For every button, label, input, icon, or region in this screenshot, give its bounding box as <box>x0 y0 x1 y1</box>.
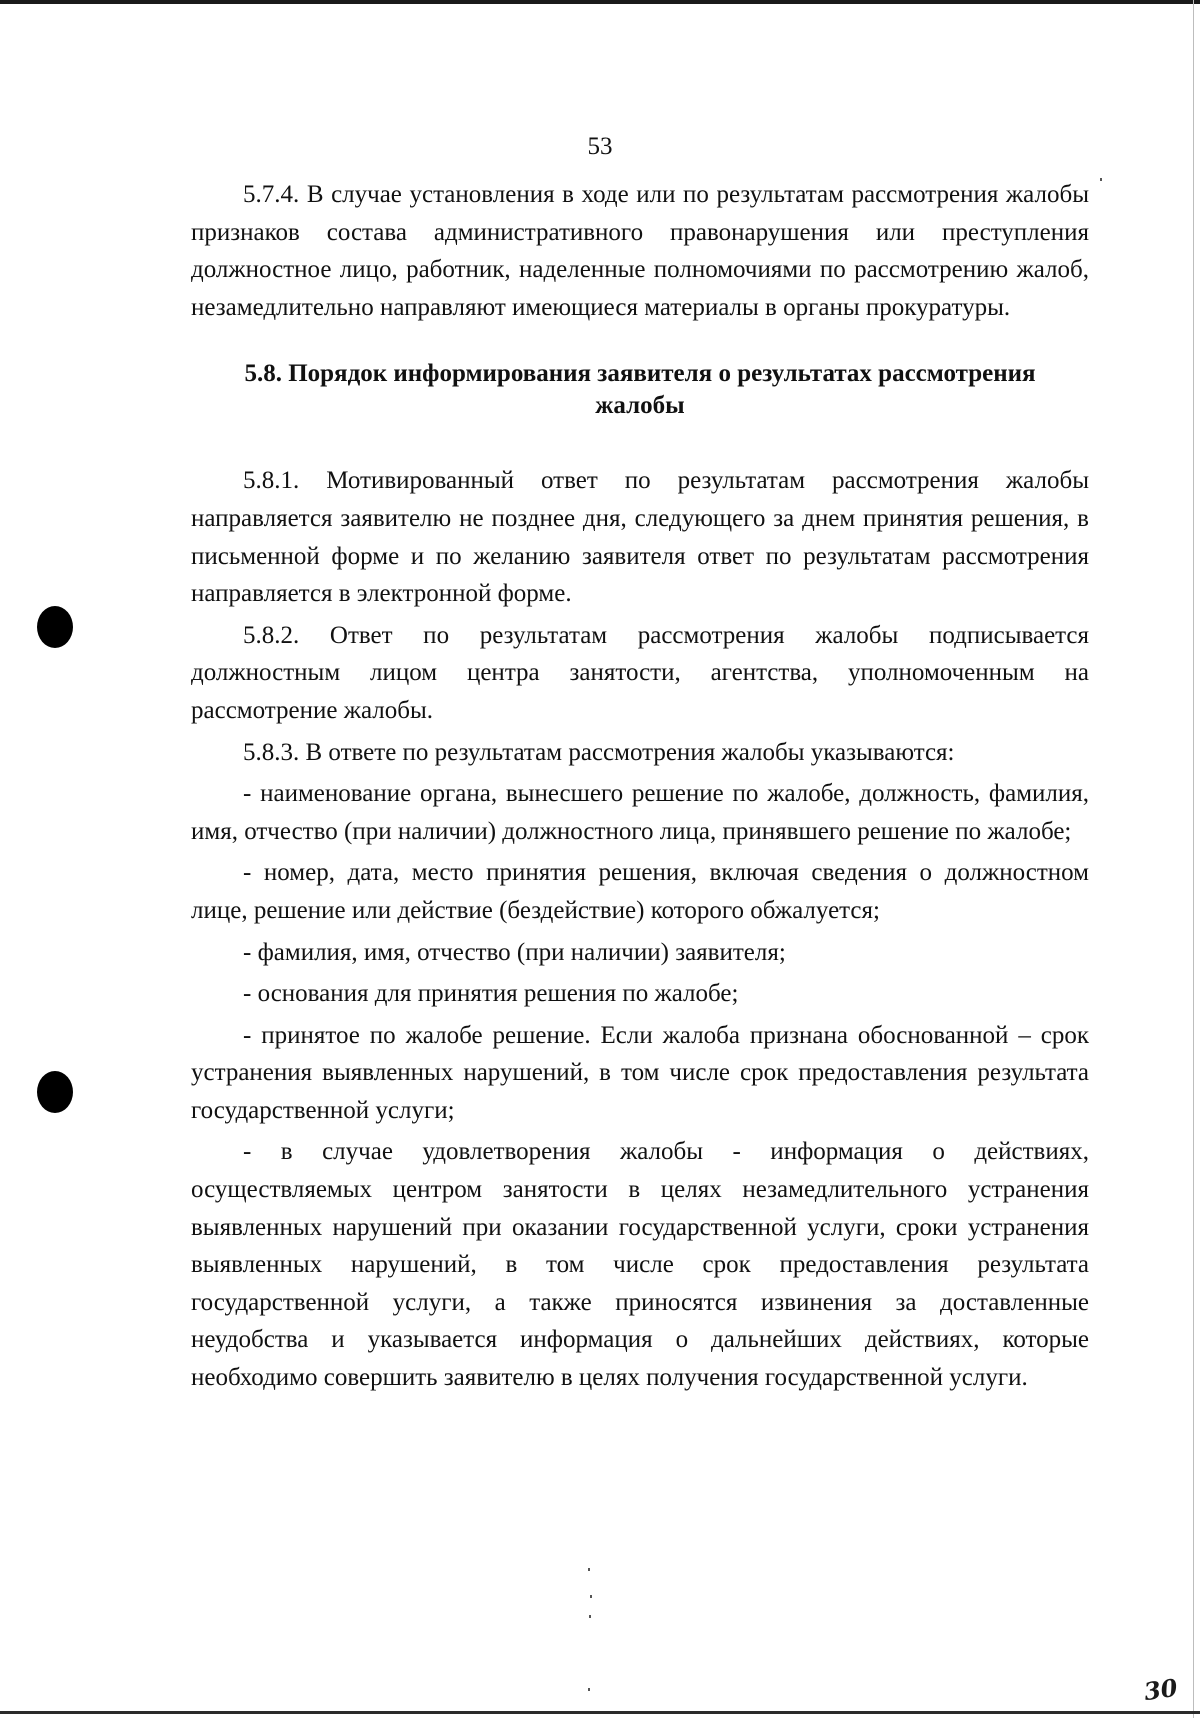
list-item-authority: - наименование органа, вынесшего решение по жалобе, должность, фамилия, имя, отчество (при наличии) должностного лица, принявшего решение по жалобе; <box>191 780 1089 845</box>
punch-hole-upper <box>37 606 73 648</box>
paragraph-5-8-2: 5.8.2. Ответ по результатам рассмотрения жалобы подписывается должностным лицом центра занятости, агентства, уполномоченным на рассмотрение жалобы. <box>191 621 1089 724</box>
scan-speck <box>590 1595 592 1598</box>
handwritten-sheet-number: 30 <box>1142 1672 1180 1707</box>
section-heading-line2: жалобы <box>595 392 685 420</box>
list-item-applicant-name: - фамилия, имя, отчество (при наличии) заявителя; <box>243 938 786 966</box>
scan-speck <box>1100 178 1102 181</box>
scan-top-edge <box>0 0 1200 4</box>
scan-bottom-edge <box>0 1711 1200 1714</box>
paragraph-5-8-1: 5.8.1. Мотивированный ответ по результатам рассмотрения жалобы направляется заявителю не позднее дня, следующего за днем принятия решения, в письменной форме и по желанию заявителя ответ по результатам рассмотрения направляется в электронной форме. <box>191 467 1089 608</box>
scan-speck <box>589 1615 591 1618</box>
section-heading-line1: 5.8. Порядок информирования заявителя о результатах рассмотрения <box>244 360 1036 388</box>
list-item-decision-details: - номер, дата, место принятия решения, включая сведения о должностном лице, решение или действие (бездействие) которого обжалуется; <box>191 859 1089 924</box>
scan-right-edge <box>1193 0 1194 1718</box>
document-body <box>191 176 1089 1397</box>
punch-hole-lower <box>37 1071 73 1113</box>
page-number: 53 <box>587 133 613 160</box>
list-item-grounds: - основания для принятия решения по жалобе; <box>243 980 739 1008</box>
scan-speck <box>588 1568 590 1571</box>
paragraph-5-8-3: 5.8.3. В ответе по результатам рассмотрения жалобы указываются: <box>243 738 955 766</box>
paragraph-5-7-4: 5.7.4. В случае установления в ходе или по результатам рассмотрения жалобы признаков состава административного правонарушения или преступления должностное лицо, работник, наделенные полномочиями по рассмотрению жалоб, незамедлительно направляют имеющиеся материалы в органы прокуратуры. <box>191 181 1089 321</box>
scan-speck <box>588 1688 590 1691</box>
list-item-decision: - принятое по жалобе решение. Если жалоба признана обоснованной – срок устранения выявленных нарушений, в том числе срок предоставления результата государственной услуги; <box>191 1021 1089 1124</box>
section-heading <box>191 358 1089 422</box>
list-item-satisfaction: - в случае удовлетворения жалобы - информация о действиях, осуществляемых центром занятости в целях незамедлительного устранения выявленных нарушений при оказании государственной услуги, сроки устранения выявленных нарушений, в том числе срок предоставления результата государственной услуги, а также приносятся извинения за доставленные неудобства и указывается информация о дальнейших действиях, которые необходимо совершить заявителю в целях получения государственной услуги. <box>191 1138 1089 1392</box>
